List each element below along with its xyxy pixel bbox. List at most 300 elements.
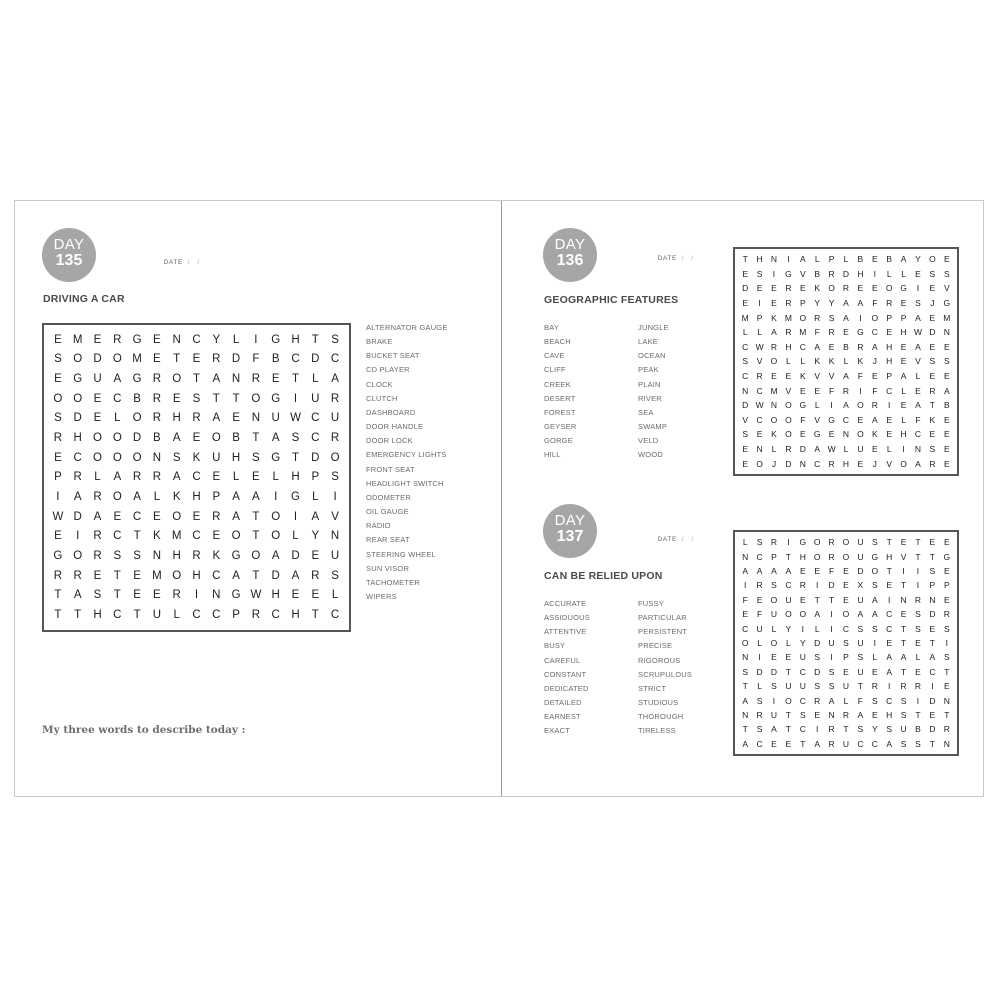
grid-letter[interactable]: T [785,551,791,562]
grid-letter[interactable]: D [929,695,936,706]
grid-letter[interactable]: H [756,254,763,265]
grid-letter[interactable]: M [943,312,951,323]
grid-letter[interactable]: E [742,444,749,455]
grid-letter[interactable]: R [251,609,261,622]
grid-letter[interactable]: T [900,666,907,677]
grid-letter[interactable]: O [211,432,221,445]
grid-letter[interactable]: G [132,373,142,386]
grid-letter[interactable]: V [742,414,749,425]
grid-letter[interactable]: A [799,254,806,265]
grid-letter[interactable]: E [900,609,907,620]
grid-letter[interactable]: O [756,458,763,469]
grid-letter[interactable]: A [331,373,339,386]
grid-letter[interactable]: I [931,681,934,692]
date-field-135[interactable] [154,252,200,273]
grid-letter[interactable]: S [929,444,936,455]
grid-letter[interactable]: C [132,510,142,523]
grid-letter[interactable]: T [915,551,921,562]
grid-letter[interactable]: S [857,724,864,735]
grid-letter[interactable]: D [73,510,82,523]
grid-letter[interactable]: I [816,724,819,735]
grid-letter[interactable]: K [929,414,936,425]
grid-letter[interactable]: N [929,594,936,605]
grid-letter[interactable]: U [857,637,864,648]
grid-letter[interactable]: E [929,537,936,548]
grid-letter[interactable]: E [252,471,260,484]
grid-letter[interactable]: G [271,392,281,405]
grid-letter[interactable]: C [886,385,893,396]
grid-letter[interactable]: E [886,429,893,440]
grid-letter[interactable]: O [93,451,102,464]
grid-letter[interactable]: S [252,451,260,464]
grid-letter[interactable]: E [785,738,792,749]
grid-letter[interactable]: O [73,550,83,563]
grid-letter[interactable]: I [830,652,833,663]
grid-letter[interactable]: E [857,283,864,294]
grid-letter[interactable]: E [212,530,221,543]
grid-letter[interactable]: I [772,268,776,279]
grid-letter[interactable]: T [252,510,260,523]
grid-letter[interactable]: A [133,491,141,504]
grid-letter[interactable]: Y [814,298,821,309]
grid-letter[interactable]: H [886,356,893,367]
grid-letter[interactable]: G [857,327,864,338]
grid-letter[interactable]: K [871,429,878,440]
grid-letter[interactable]: T [252,432,260,445]
grid-letter[interactable]: F [872,298,878,309]
grid-letter[interactable]: U [770,609,778,620]
grid-letter[interactable]: B [271,353,280,366]
grid-letter[interactable]: B [232,432,240,445]
grid-letter[interactable]: E [311,589,320,602]
grid-letter[interactable]: E [843,580,849,591]
grid-letter[interactable]: L [886,444,892,455]
grid-letter[interactable]: E [212,471,221,484]
grid-letter[interactable]: B [153,432,161,445]
grid-letter[interactable]: E [871,254,878,265]
grid-letter[interactable]: D [770,666,778,677]
grid-letter[interactable]: L [331,589,339,602]
grid-letter[interactable]: R [943,724,950,735]
grid-letter[interactable]: D [828,580,835,591]
grid-letter[interactable]: U [212,451,221,464]
grid-letter[interactable]: A [785,565,792,576]
grid-letter[interactable]: E [153,333,161,346]
grid-letter[interactable]: I [916,580,920,591]
grid-letter[interactable]: W [290,412,301,425]
grid-letter[interactable]: E [771,652,777,663]
grid-letter[interactable]: R [152,392,162,405]
grid-letter[interactable]: O [813,551,821,562]
grid-letter[interactable]: L [757,637,762,648]
grid-letter[interactable]: B [915,724,921,735]
grid-letter[interactable]: R [799,580,806,591]
grid-letter[interactable]: O [785,414,792,425]
grid-letter[interactable]: N [828,709,835,720]
grid-letter[interactable]: D [311,451,320,464]
grid-letter[interactable]: I [916,695,920,706]
grid-letter[interactable]: S [756,268,763,279]
grid-letter[interactable]: L [771,623,777,634]
grid-letter[interactable]: E [291,589,300,602]
grid-letter[interactable]: L [901,385,906,396]
grid-letter[interactable]: O [112,451,122,464]
grid-letter[interactable]: N [742,709,749,720]
grid-letter[interactable]: C [756,551,763,562]
grid-letter[interactable]: K [857,356,864,367]
grid-letter[interactable]: S [915,623,921,634]
grid-letter[interactable]: I [772,695,776,706]
grid-letter[interactable]: H [172,412,181,425]
grid-letter[interactable]: I [333,491,337,504]
grid-letter[interactable]: H [900,429,907,440]
grid-letter[interactable]: R [132,471,142,484]
grid-letter[interactable]: E [93,333,102,346]
grid-letter[interactable]: S [857,623,864,634]
grid-letter[interactable]: G [132,333,142,346]
grid-letter[interactable]: O [741,637,749,648]
grid-letter[interactable]: E [54,451,62,464]
grid-letter[interactable]: N [251,412,261,425]
grid-letter[interactable]: T [252,569,260,582]
grid-letter[interactable]: I [758,652,761,663]
grid-letter[interactable]: U [857,666,864,677]
grid-letter[interactable]: H [842,458,850,469]
grid-letter[interactable]: I [859,312,862,323]
grid-letter[interactable]: V [331,510,339,523]
grid-letter[interactable]: C [929,666,936,677]
grid-letter[interactable]: A [915,341,921,352]
grid-letter[interactable]: D [857,565,864,576]
grid-letter[interactable]: M [799,327,807,338]
grid-letter[interactable]: I [816,580,819,591]
grid-letter[interactable]: I [859,385,862,396]
grid-letter[interactable]: G [785,268,792,279]
grid-letter[interactable]: I [888,594,891,605]
grid-letter[interactable]: E [943,371,950,382]
grid-letter[interactable]: L [800,356,806,367]
grid-letter[interactable]: H [886,551,893,562]
grid-letter[interactable]: R [842,385,850,396]
grid-letter[interactable]: A [271,550,280,563]
grid-letter[interactable]: M [784,312,792,323]
grid-letter[interactable]: T [54,589,62,602]
grid-letter[interactable]: O [53,392,63,405]
grid-letter[interactable]: L [153,491,161,504]
grid-letter[interactable]: A [814,609,821,620]
grid-letter[interactable]: C [914,429,922,440]
grid-letter[interactable]: B [943,400,950,411]
grid-letter[interactable]: E [929,283,936,294]
grid-letter[interactable]: F [857,695,863,706]
grid-letter[interactable]: C [192,609,201,622]
grid-letter[interactable]: L [915,652,921,663]
grid-letter[interactable]: E [843,666,849,677]
grid-letter[interactable]: R [770,537,778,548]
grid-letter[interactable]: I [830,623,833,634]
grid-letter[interactable]: O [770,637,778,648]
grid-letter[interactable]: O [132,451,142,464]
word-search-grid-135[interactable] [42,323,351,632]
grid-letter[interactable]: E [311,550,320,563]
grid-letter[interactable]: S [331,471,339,484]
grid-letter[interactable]: H [886,709,893,720]
word-search-grid-136[interactable] [733,247,959,476]
grid-letter[interactable]: F [915,414,921,425]
grid-letter[interactable]: C [886,695,893,706]
grid-letter[interactable]: D [93,353,102,366]
grid-letter[interactable]: C [73,451,82,464]
grid-letter[interactable]: R [251,373,261,386]
grid-letter[interactable]: S [828,666,835,677]
grid-letter[interactable]: V [799,268,806,279]
grid-letter[interactable]: A [843,312,849,323]
grid-letter[interactable]: D [929,609,936,620]
grid-letter[interactable]: L [814,400,820,411]
grid-letter[interactable]: R [785,298,792,309]
grid-letter[interactable]: E [232,412,240,425]
grid-letter[interactable]: P [886,312,893,323]
grid-letter[interactable]: W [913,327,922,338]
grid-letter[interactable]: A [771,565,777,576]
grid-letter[interactable]: R [785,444,792,455]
grid-letter[interactable]: J [930,298,935,309]
grid-letter[interactable]: O [842,537,850,548]
grid-letter[interactable]: W [755,400,764,411]
grid-letter[interactable]: S [900,709,907,720]
grid-letter[interactable]: R [93,530,102,543]
grid-letter[interactable]: T [944,709,950,720]
grid-letter[interactable]: C [212,569,221,582]
grid-letter[interactable]: T [291,451,299,464]
grid-letter[interactable]: T [742,681,748,692]
grid-letter[interactable]: T [929,400,935,411]
grid-letter[interactable]: F [857,371,863,382]
grid-letter[interactable]: U [842,738,850,749]
grid-letter[interactable]: J [771,458,777,469]
grid-letter[interactable]: R [929,385,936,396]
grid-letter[interactable]: H [799,551,806,562]
grid-letter[interactable]: E [172,392,181,405]
grid-letter[interactable]: L [786,637,791,648]
grid-letter[interactable]: A [915,312,921,323]
grid-letter[interactable]: A [291,569,300,582]
grid-letter[interactable]: E [915,637,921,648]
grid-letter[interactable]: T [133,530,141,543]
grid-letter[interactable]: T [133,609,141,622]
grid-letter[interactable]: R [900,681,907,692]
grid-letter[interactable]: A [886,738,893,749]
grid-letter[interactable]: E [929,312,936,323]
grid-letter[interactable]: A [73,491,82,504]
grid-letter[interactable]: I [787,537,790,548]
grid-letter[interactable]: C [871,738,878,749]
grid-letter[interactable]: T [785,724,791,735]
grid-letter[interactable]: N [330,530,340,543]
grid-letter[interactable]: O [828,283,835,294]
grid-letter[interactable]: E [799,429,806,440]
grid-letter[interactable]: R [814,312,821,323]
grid-letter[interactable]: E [929,709,936,720]
grid-letter[interactable]: E [871,283,878,294]
grid-letter[interactable]: S [943,623,950,634]
grid-letter[interactable]: U [857,594,864,605]
grid-letter[interactable]: D [814,666,821,677]
grid-letter[interactable]: F [252,353,260,366]
grid-letter[interactable]: F [756,609,763,620]
grid-letter[interactable]: A [843,400,849,411]
grid-letter[interactable]: O [770,594,778,605]
grid-letter[interactable]: U [857,537,864,548]
grid-letter[interactable]: M [152,569,162,582]
grid-letter[interactable]: U [152,609,162,622]
grid-letter[interactable]: A [252,491,260,504]
grid-letter[interactable]: R [828,458,835,469]
grid-letter[interactable]: J [872,458,877,469]
grid-letter[interactable]: L [292,530,299,543]
grid-letter[interactable]: C [291,353,300,366]
grid-letter[interactable]: B [814,268,821,279]
grid-letter[interactable]: I [830,609,833,620]
grid-letter[interactable]: R [814,695,821,706]
grid-letter[interactable]: K [828,356,835,367]
grid-letter[interactable]: D [73,412,82,425]
grid-letter[interactable]: T [929,637,935,648]
grid-letter[interactable]: I [758,298,761,309]
grid-letter[interactable]: K [172,491,181,504]
grid-letter[interactable]: K [192,451,201,464]
grid-letter[interactable]: O [770,414,778,425]
grid-letter[interactable]: P [311,471,320,484]
grid-letter[interactable]: W [827,444,836,455]
grid-letter[interactable]: E [93,412,102,425]
grid-letter[interactable]: O [251,392,261,405]
grid-letter[interactable]: T [900,637,907,648]
grid-letter[interactable]: I [873,268,876,279]
grid-letter[interactable]: R [914,594,922,605]
grid-letter[interactable]: S [943,356,950,367]
grid-letter[interactable]: S [54,412,62,425]
grid-letter[interactable]: T [113,569,121,582]
grid-letter[interactable]: V [814,414,821,425]
grid-letter[interactable]: R [192,550,201,563]
grid-letter[interactable]: A [900,371,907,382]
grid-letter[interactable]: O [73,353,83,366]
grid-letter[interactable]: N [212,589,221,602]
grid-letter[interactable]: S [929,565,936,576]
grid-letter[interactable]: S [113,550,122,563]
grid-letter[interactable]: O [251,550,261,563]
grid-letter[interactable]: U [330,550,340,563]
grid-letter[interactable]: A [857,709,864,720]
grid-letter[interactable]: T [173,353,181,366]
grid-letter[interactable]: A [232,569,240,582]
grid-letter[interactable]: C [785,580,792,591]
grid-letter[interactable]: S [742,429,749,440]
grid-letter[interactable]: I [293,510,298,523]
grid-letter[interactable]: P [886,371,893,382]
grid-letter[interactable]: G [231,589,241,602]
grid-letter[interactable]: A [871,594,878,605]
grid-letter[interactable]: E [871,709,878,720]
grid-letter[interactable]: S [54,353,62,366]
grid-letter[interactable]: E [153,353,161,366]
grid-letter[interactable]: D [742,400,749,411]
grid-letter[interactable]: A [843,371,849,382]
grid-letter[interactable]: E [814,565,821,576]
grid-letter[interactable]: I [274,491,278,504]
grid-letter[interactable]: E [857,458,864,469]
grid-letter[interactable]: M [132,353,142,366]
grid-letter[interactable]: U [756,623,763,634]
grid-letter[interactable]: L [742,327,748,338]
grid-letter[interactable]: A [212,373,221,386]
grid-letter[interactable]: A [311,510,320,523]
grid-letter[interactable]: A [814,738,821,749]
grid-letter[interactable]: O [112,491,122,504]
grid-letter[interactable]: I [194,589,199,602]
grid-letter[interactable]: R [828,551,835,562]
grid-letter[interactable]: C [271,609,280,622]
grid-letter[interactable]: R [857,341,864,352]
grid-letter[interactable]: O [842,551,850,562]
grid-letter[interactable]: E [192,510,201,523]
grid-letter[interactable]: I [76,530,80,543]
grid-letter[interactable]: V [828,371,835,382]
grid-letter[interactable]: I [888,681,891,692]
grid-letter[interactable]: R [871,681,878,692]
grid-letter[interactable]: O [93,432,102,445]
grid-letter[interactable]: A [172,432,181,445]
grid-letter[interactable]: D [271,569,280,582]
grid-letter[interactable]: O [857,400,864,411]
grid-letter[interactable]: R [152,412,162,425]
grid-letter[interactable]: P [212,491,221,504]
grid-letter[interactable]: C [799,695,806,706]
grid-letter[interactable]: E [771,371,777,382]
grid-letter[interactable]: L [272,471,279,484]
grid-letter[interactable]: P [843,652,849,663]
grid-letter[interactable]: E [799,385,806,396]
grid-letter[interactable]: N [742,551,749,562]
grid-letter[interactable]: O [871,565,879,576]
grid-letter[interactable]: S [799,709,806,720]
grid-letter[interactable]: U [785,594,792,605]
grid-letter[interactable]: Y [828,298,835,309]
grid-letter[interactable]: W [52,510,64,523]
grid-letter[interactable]: C [756,738,763,749]
grid-letter[interactable]: V [814,371,821,382]
grid-letter[interactable]: E [785,652,792,663]
grid-letter[interactable]: A [828,695,835,706]
grid-letter[interactable]: P [828,254,835,265]
grid-letter[interactable]: E [785,371,792,382]
grid-letter[interactable]: T [929,551,935,562]
grid-letter[interactable]: C [871,327,878,338]
grid-letter[interactable]: E [943,341,950,352]
grid-letter[interactable]: S [886,724,893,735]
grid-letter[interactable]: R [828,738,835,749]
grid-letter[interactable]: E [915,385,921,396]
date-field-136[interactable] [648,248,694,269]
grid-letter[interactable]: E [814,385,821,396]
grid-letter[interactable]: E [54,530,62,543]
grid-letter[interactable]: K [212,550,221,563]
grid-letter[interactable]: U [828,637,835,648]
grid-letter[interactable]: O [172,569,182,582]
grid-letter[interactable]: C [857,738,864,749]
grid-letter[interactable]: U [842,681,850,692]
